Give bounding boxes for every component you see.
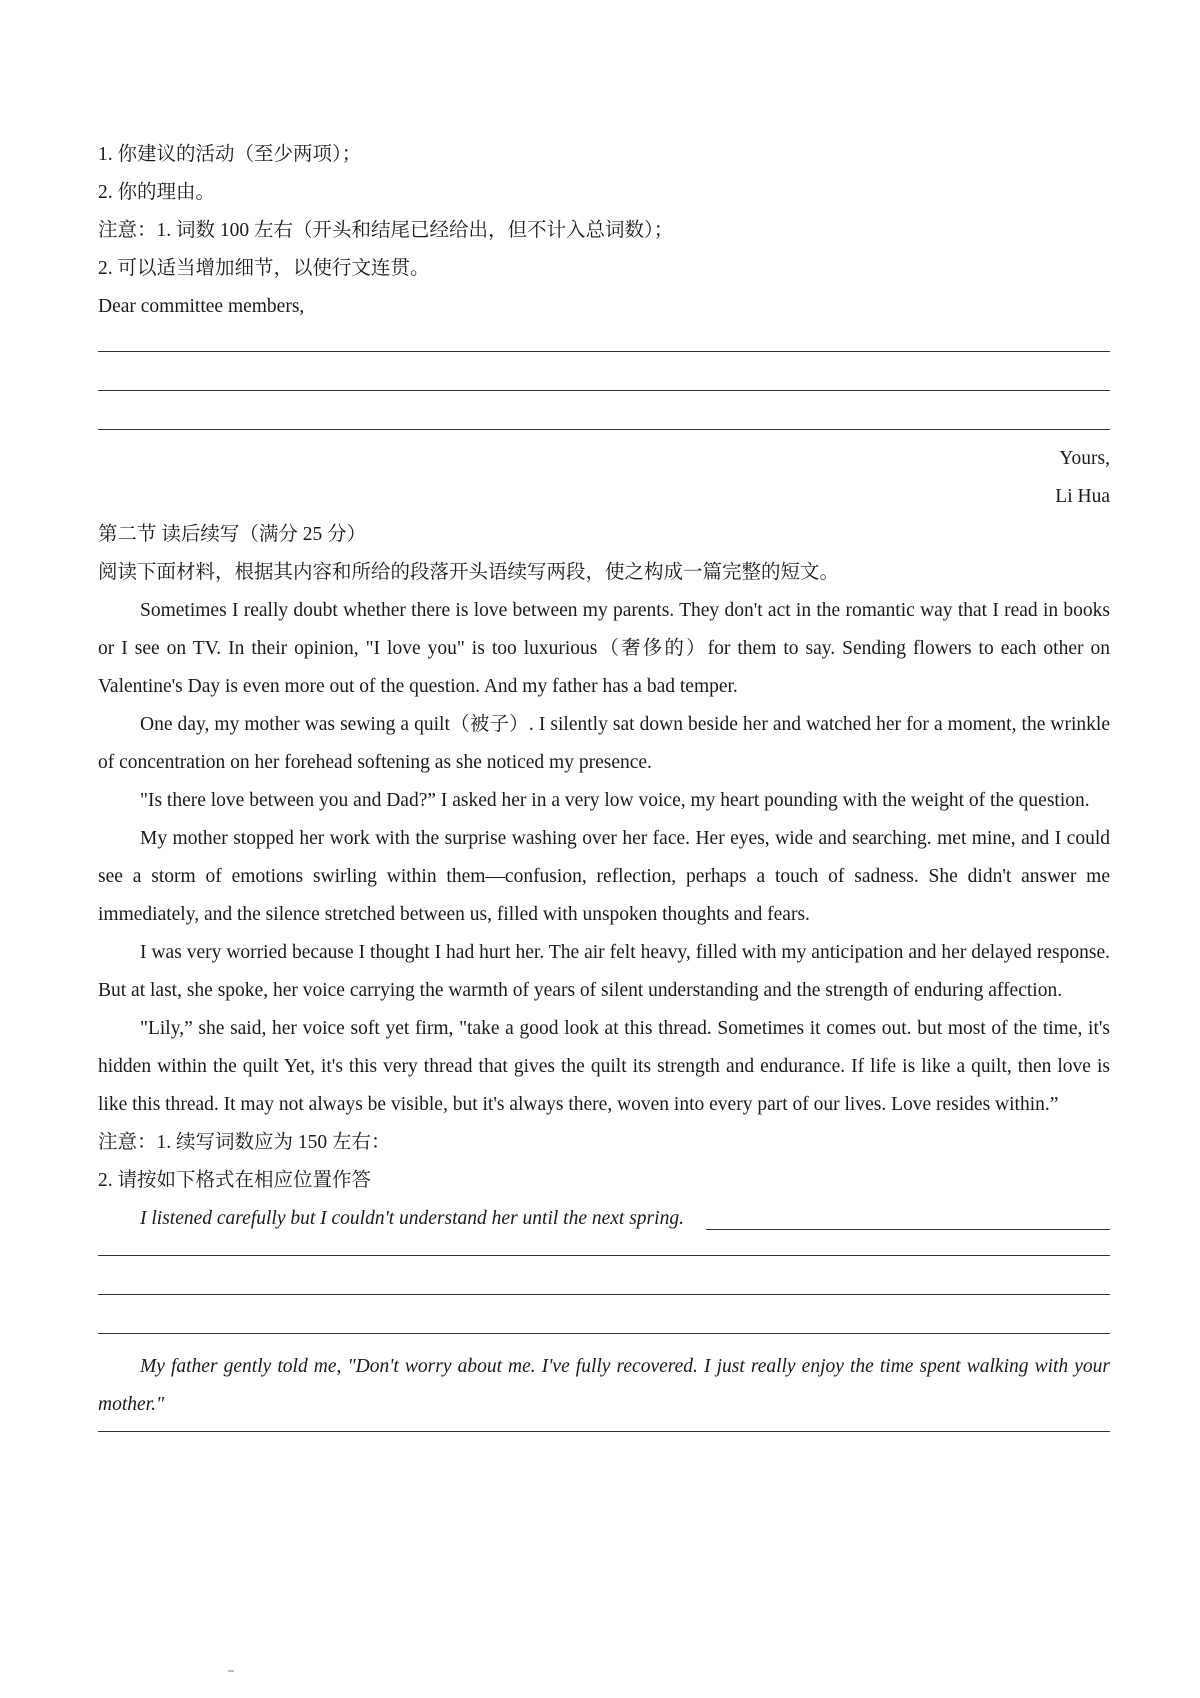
continuation-answer-lines-2: [98, 1424, 1110, 1432]
continuation-note-1: 注意：1. 续写词数应为 150 左右：: [98, 1132, 391, 1153]
section-heading: 第二节 读后续写（满分 25 分）: [98, 524, 367, 545]
answer-line[interactable]: [98, 1254, 1110, 1256]
task-note-2: 2. 可以适当增加细节，以使行文连贯。: [98, 258, 430, 279]
answer-line[interactable]: [98, 389, 1110, 391]
answer-line[interactable]: [98, 350, 1110, 352]
paragraph-opening-1: [98, 1200, 1110, 1238]
opening-sentence-2: My father gently told me, "Don't worry about me. I've fully recovered. I just really enjoy the time spent walking with your mother.": [98, 1356, 1110, 1415]
task-point-2: 2. 你的理由。: [98, 182, 216, 203]
story-paragraph: I was very worried because I thought I had hurt her. The air felt heavy, filled with my anticipation and her delayed response. But at last, she spoke, her voice carrying the warmth of years of silent understanding and the strength of enduring affection.: [98, 942, 1110, 1001]
story-paragraph: Sometimes I really doubt whether there is love between my parents. They don't act in the romantic way that I read in books or I see on TV. In their opinion, "I love you" is too luxurious（奢侈的）for them to say. Sending flowers to each other on Valentine's Day is even more out of the question. And my father has a bad temper.: [98, 600, 1110, 697]
task-point-1: 1. 你建议的活动（至少两项）；: [98, 144, 362, 165]
section-instruction: 阅读下面材料，根据其内容和所给的段落开头语续写两段，使之构成一篇完整的短文。: [98, 562, 840, 583]
answer-line[interactable]: [98, 1293, 1110, 1295]
salutation: Dear committee members,: [98, 296, 305, 317]
answer-line[interactable]: [98, 1332, 1110, 1334]
page-mark: [228, 1670, 234, 1672]
answer-line[interactable]: [98, 1430, 1110, 1432]
signature: Li Hua: [1055, 486, 1110, 507]
answer-line[interactable]: [706, 1228, 1110, 1230]
story-paragraph: One day, my mother was sewing a quilt（被子）. I silently sat down beside her and watched her for a moment, the wrinkle of concentration on her forehead softening as she noticed my presence.: [98, 714, 1110, 773]
story-paragraph: "Is there love between you and Dad?” I asked her in a very low voice, my heart pounding with the weight of the question.: [140, 790, 1090, 811]
continuation-note-2: 2. 请按如下格式在相应位置作答: [98, 1170, 372, 1191]
closing: Yours,: [1059, 448, 1110, 469]
continuation-answer-lines-1: [98, 1238, 1110, 1334]
story-paragraph: "Lily,” she said, her voice soft yet firm, "take a good look at this thread. Sometimes it comes out. but most of the time, it's hidden within the quilt Yet, it's this very thread that gives the quilt its strength and endurance. If life is like a quilt, then love is like this thread. It may not always be visible, but it's always there, woven into every part of our lives. Love resides within.”: [98, 1018, 1110, 1115]
opening-sentence-1: I listened carefully but I couldn't understand her until the next spring.: [140, 1208, 684, 1229]
task-note-1: 注意：1. 词数 100 左右（开头和结尾已经给出，但不计入总词数）；: [98, 220, 674, 241]
letter-answer-lines: [98, 326, 1110, 430]
answer-line[interactable]: [98, 428, 1110, 430]
paragraph-opening-2: [98, 1348, 1110, 1424]
story-paragraph: My mother stopped her work with the surprise washing over her face. Her eyes, wide and searching. met mine, and I could see a storm of emotions swirling within them—confusion, reflection, perhaps a touch of sadness. She didn't answer me immediately, and the silence stretched between us, filled with unspoken thoughts and fears.: [98, 828, 1110, 925]
